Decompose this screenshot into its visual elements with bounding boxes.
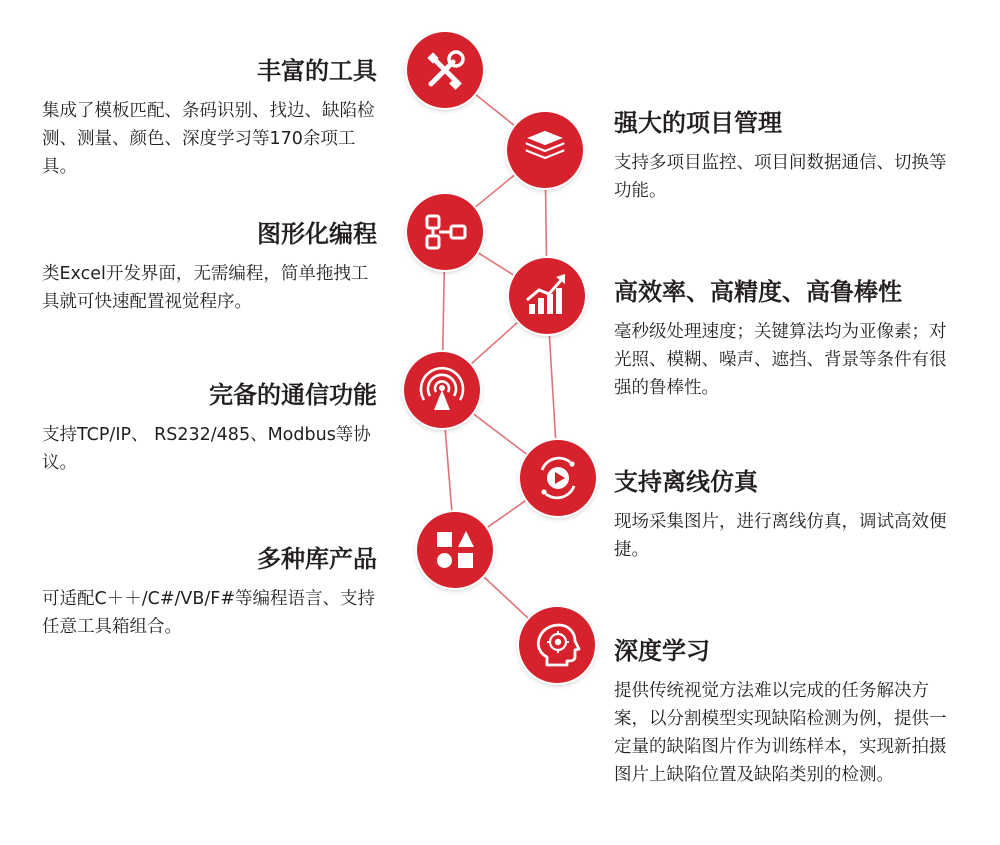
feature-description: 支持多项目监控、项目间数据通信、切换等功能。 [614,153,947,201]
flowchart-icon [407,194,483,270]
feature-title: 支持离线仿真 [614,468,758,496]
feature-project-management [614,109,954,205]
feature-title: 高效率、高精度、高鲁棒性 [614,278,902,306]
tools-icon [407,32,483,108]
feature-title: 丰富的工具 [257,57,377,85]
feature-rich-tools [42,57,377,181]
feature-title: 图形化编程 [257,220,377,248]
feature-description: 可适配C＋＋/C#/VB/F#等编程语言、支持任意工具箱组合。 [42,589,375,637]
layers-icon [507,112,583,188]
feature-title: 强大的项目管理 [614,109,782,137]
feature-description: 支持TCP/IP、 RS232/485、Modbus等协议。 [42,425,371,473]
feature-description: 类Excel开发界面，无需编程，简单拖拽工具就可快速配置视觉程序。 [42,264,369,312]
feature-description: 毫秒级处理速度；关键算法均为亚像素；对光照、模糊、噪声、遮挡、背景等条件有很强的鲁棒性。 [614,322,947,398]
feature-efficiency-precision [614,278,954,402]
feature-communication [42,381,377,477]
feature-title: 多种库产品 [257,545,377,573]
shapes-icon [417,512,493,588]
feature-title: 深度学习 [614,637,710,665]
feature-library-products [42,545,377,641]
feature-graphical-programming [42,220,377,316]
feature-description: 提供传统视觉方法难以完成的任务解决方案，以分割模型实现缺陷检测为例，提供一定量的缺陷图片作为训练样本，实现新拍摄图片上缺陷位置及缺陷类别的检测。 [614,681,947,785]
brain-head-icon [519,607,595,683]
play-cycle-icon [520,440,596,516]
feature-description: 集成了模板匹配、条码识别、找边、缺陷检测、测量、颜色、深度学习等170余项工具。 [42,101,375,177]
growth-chart-icon [509,258,585,334]
feature-description: 现场采集图片，进行离线仿真，调试高效便捷。 [614,512,947,560]
feature-deep-learning [614,637,954,789]
feature-title: 完备的通信功能 [209,381,377,409]
broadcast-icon [404,352,480,428]
feature-offline-simulation [614,468,954,564]
